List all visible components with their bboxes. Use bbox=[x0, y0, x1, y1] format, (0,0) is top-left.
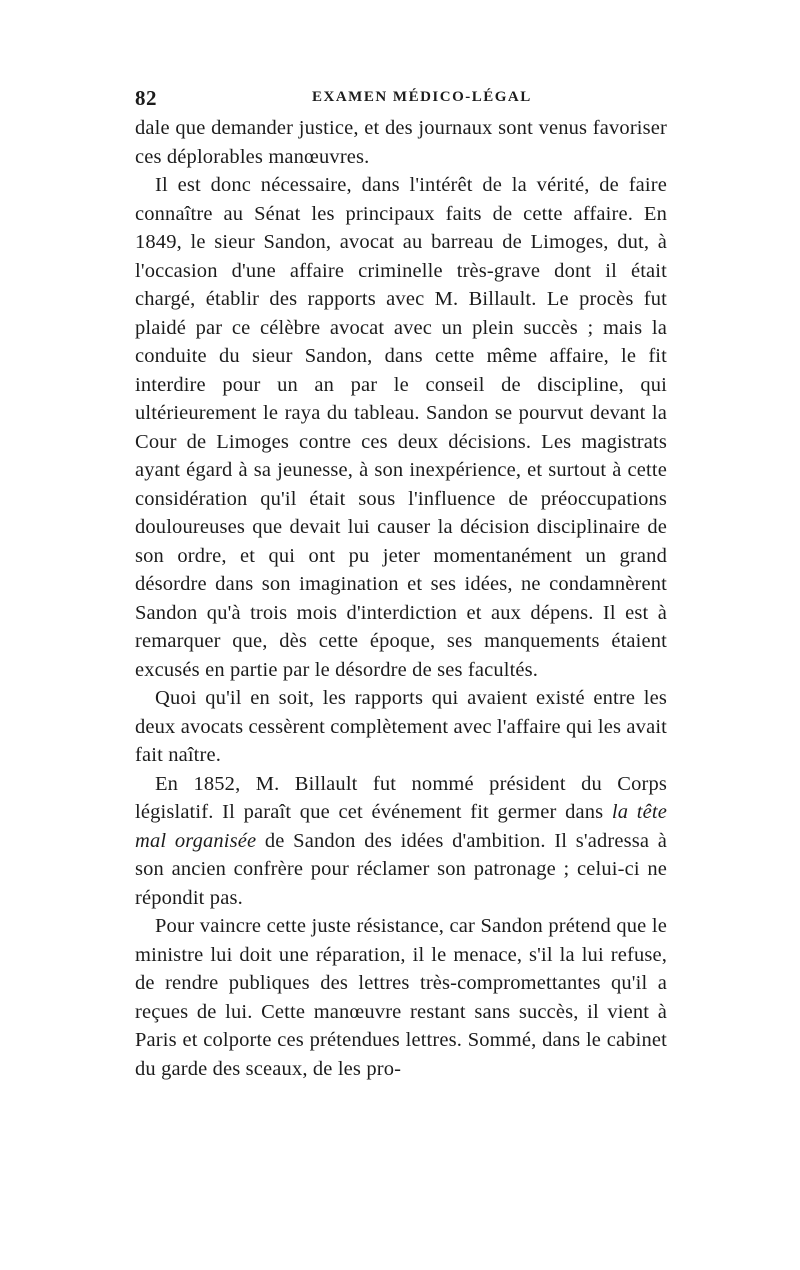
paragraph-relations-ended: Quoi qu'il en soit, les rapports qui avaient existé entre les deux avocats cessèrent complètement avec l'affaire qui les avait fait naître. bbox=[135, 687, 668, 766]
page-number: 82 bbox=[135, 86, 157, 110]
book-page bbox=[117, 78, 679, 1080]
paragraph-continued: dale que demander justice, et des journaux sont venus favoriser ces déplorables manœuvres. bbox=[135, 117, 667, 168]
paragraph-billault-president bbox=[135, 770, 667, 913]
body-text bbox=[135, 114, 667, 1083]
running-title: EXAMEN MÉDICO-LÉGAL bbox=[312, 89, 532, 105]
paragraph-sandon-history: Il est donc nécessaire, dans l'intérêt de la vérité, de faire connaître au Sénat les principaux faits de cette affaire. En 1849, le sieur Sandon, avocat au barreau de Limoges, dut, à l'occasion d'une affaire criminelle très-grave dont il était chargé, établir des rapports avec M. Billault. Le procès fut plaidé par ce célèbre avocat avec un plein succès ; mais la conduite du sieur Sandon, dans cette même affaire, le fit interdire pour un an par le conseil de discipline, qui ultérieurement le raya du tableau. Sandon se pourvut devant la Cour de Limoges contre ces deux décisions. Les magistrats ayant égard à sa jeunesse, à son inexpérience, et surtout à cette considération qu'il était sous l'influence de préoccupations douloureuses que devait lui causer la décision disciplinaire de son ordre, et qui ont pu jeter momentanément un grand désordre dans son imagination et ses idées, ne condamnèrent Sandon qu'à trois mois d'interdiction et aux dépens. Il est à remarquer que, dès cette époque, ses manquements étaient excusés en partie par le désordre de ses facultés. bbox=[135, 174, 667, 681]
italic-phrase: la tête mal organisée bbox=[135, 801, 667, 852]
paragraph-threats: Pour vaincre cette juste résistance, car Sandon prétend que le ministre lui doit une réparation, il le menace, s'il la lui refuse, de rendre publiques des lettres très-compromettantes qu'il a reçues de lui. Cette manœuvre restant sans succès, il vient à Paris et colporte ces prétendues lettres. Sommé, dans le cabinet du garde des sceaux, de les pro- bbox=[135, 915, 667, 1080]
paragraph-text-after-emphasis: de Sandon des idées d'ambition. Il s'adressa à son ancien confrère pour réclamer son patronage ; celui-ci ne répondit pas. bbox=[135, 829, 667, 909]
paragraph-text-before-emphasis: En 1852, M. Billault fut nommé président du Corps législatif. Il paraît que cet événement fit germer dans bbox=[135, 772, 667, 823]
running-head bbox=[117, 78, 679, 112]
